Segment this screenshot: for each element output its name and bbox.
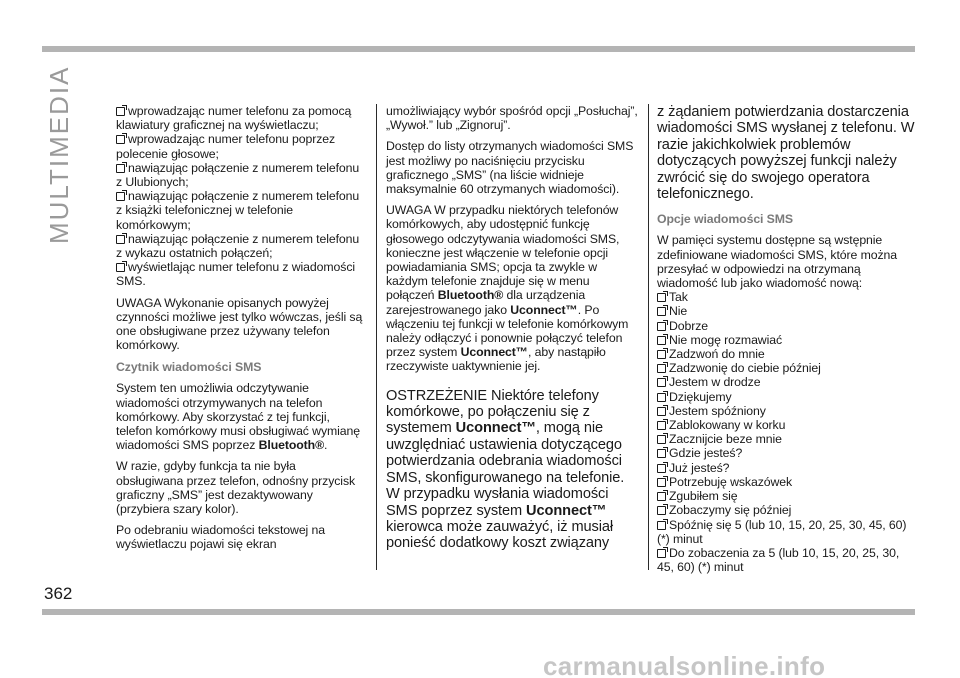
checkbox-bullet-icon (116, 235, 125, 244)
list-item-text: nawiązując połączenie z numerem telefonu z wykazu ostatnich połączeń; (116, 231, 360, 261)
checkbox-bullet-icon (657, 364, 666, 373)
column-2 (386, 104, 638, 559)
checkbox-bullet-icon (657, 521, 666, 530)
header-stripe (42, 46, 915, 52)
text-run: System ten umożliwia odczytywanie wiadomości otrzymywanych na telefon komórkowy. Aby skorzystać z tej funkcji, telefon komórkowy musi obsługiwać wymianę wiadomości SMS poprzez (116, 381, 360, 453)
uconnect-brand: Uconnect™ (455, 420, 536, 437)
uconnect-brand: Uconnect™ (526, 502, 607, 519)
list-item-text: Zadzwonię do ciebie później (669, 361, 821, 376)
checkbox-bullet-icon (657, 478, 666, 487)
list-item (657, 518, 915, 546)
list-item-text: Dziękujemy (669, 389, 732, 404)
list-item (657, 546, 915, 574)
bluetooth-brand: Bluetooth® (437, 288, 504, 303)
list-item-text: Zobaczymy się później (669, 503, 792, 518)
column-divider (648, 104, 649, 570)
list-item (116, 232, 366, 260)
checkbox-bullet-icon (116, 263, 125, 272)
checkbox-bullet-icon (116, 135, 125, 144)
list-item-text: Nie (669, 304, 688, 319)
list-item (657, 404, 915, 418)
checkbox-bullet-icon (116, 192, 125, 201)
top-margin (0, 0, 960, 46)
options-paragraph: umożliwiający wybór spośród opcji „Posłuchaj”, „Wywoł.” lub „Zignoruj”. (386, 104, 638, 133)
footer-stripe (42, 609, 915, 615)
unsupported-paragraph: W razie, gdyby funkcja ta nie była obsługiwana przez telefon, odnośny przycisk graficzny „SMS” jest dezaktywowany (przybiera szary kolor). (116, 459, 356, 517)
column-1 (116, 104, 366, 559)
checkbox-bullet-icon (657, 393, 666, 402)
list-item (116, 189, 366, 232)
text-run: . (324, 438, 328, 453)
list-item-text: Zacznijcie beze mnie (669, 432, 782, 447)
list-item (116, 161, 366, 189)
warning-continuation: z żądaniem potwierdzania dostarczenia wiadomości SMS wysłanej z telefonu. W razie jakichkolwiek problemów dotyczących powyższej funkcji należy zwrócić się do swojego operatora telefonicznego. (657, 104, 915, 203)
column-divider (376, 104, 377, 570)
list-item-text: Zgubiłem się (669, 489, 738, 504)
list-item (116, 260, 366, 288)
checkbox-bullet-icon (657, 449, 666, 458)
list-item-text: Tak (669, 290, 688, 305)
list-item-text: wyświetlając numer telefonu z wiadomości SMS. (116, 260, 356, 289)
list-item (657, 361, 915, 375)
list-item-text: Jestem spóźniony (669, 403, 766, 418)
list-item-text: Dobrze (669, 318, 709, 333)
text-run: , aby nastąpiło rzeczywiste uaktywnienie jej. (386, 345, 606, 374)
watermark: carmanualsonline.info (543, 651, 826, 678)
list-item-text: Potrzebuję wskazówek (669, 474, 793, 489)
bluetooth-brand: Bluetooth® (258, 438, 325, 453)
text-run: , mogą nie uwzględniać ustawienia dotyczącego potwierdzania odebrania wiadomości SMS, skonfigurowanego na telefonie. W przypadku wysłania wiadomości SMS poprzez system (386, 420, 625, 519)
section-heading-sms-reader: Czytnik wiadomości SMS (116, 360, 262, 375)
list-item-text: wprowadzając numer telefonu za pomocą klawiatury graficznej na wyświetlaczu; (116, 104, 352, 133)
warning-paragraph (386, 388, 638, 552)
list-item (657, 446, 915, 460)
list-item-text: Zablokowany w korku (669, 418, 786, 433)
list-item (657, 304, 915, 318)
text-run: OSTRZEŻENIE Niektóre telefony komórkowe, po połączeniu się z systemem (386, 387, 599, 437)
list-item (657, 333, 915, 347)
list-item-text: Zadzwoń do mnie (669, 347, 765, 362)
uconnect-brand: Uconnect™ (460, 345, 528, 360)
text-run: UWAGA W przypadku niektórych telefonów komórkowych, aby udostępnić funkcję głosowego odczytywania wiadomości SMS, konieczne jest włączenie w telefonie opcji powiadamiania SMS; opcja ta zwykle w każdym telefonie znajduje się w menu połączeń (386, 203, 620, 303)
sms-options-list (657, 290, 915, 574)
checkbox-bullet-icon (657, 293, 666, 302)
list-item-text: Spóźnię się 5 (lub 10, 15, 20, 25, 30, 45, 60) (*) minut (657, 517, 907, 546)
list-item (657, 503, 915, 517)
list-item (657, 347, 915, 361)
checkbox-bullet-icon (657, 336, 666, 345)
text-run: . Po włączeniu tej funkcji w telefonie komórkowym należy odłączyć i ponownie połączyć telefon przez system (386, 302, 629, 360)
list-item-text: Już jesteś? (669, 460, 730, 475)
note-paragraph: UWAGA Wykonanie opisanych powyżej czynności możliwe jest tylko wówczas, jeśli są one obsługiwane przez używany telefon komórkowy. (116, 295, 363, 353)
note-paragraph (386, 203, 638, 373)
list-item (657, 418, 915, 432)
checkbox-bullet-icon (657, 378, 666, 387)
checkbox-bullet-icon (657, 549, 666, 558)
checkbox-bullet-icon (657, 350, 666, 359)
checkbox-bullet-icon (657, 322, 666, 331)
checkbox-bullet-icon (657, 492, 666, 501)
list-item (657, 432, 915, 446)
checkbox-bullet-icon (657, 421, 666, 430)
list-item-text: Gdzie jesteś? (669, 446, 743, 461)
list-item-text: nawiązując połączenie z numerem telefonu z książki telefonicznej w telefonie komórkowym; (116, 189, 360, 232)
list-item-text: Do zobaczenia za 5 (lub 10, 15, 20, 25, 30, 45, 60) (*) minut (657, 545, 900, 575)
checkbox-bullet-icon (657, 506, 666, 515)
list-item (657, 319, 915, 333)
list-item (657, 461, 915, 475)
checkbox-bullet-icon (657, 464, 666, 473)
checkbox-bullet-icon (657, 307, 666, 316)
list-item (116, 132, 366, 160)
checkbox-bullet-icon (116, 107, 125, 116)
list-item-text: nawiązując połączenie z numerem telefonu z Ulubionych; (116, 160, 360, 190)
checkbox-bullet-icon (657, 435, 666, 444)
options-intro: W pamięci systemu dostępne są wstępnie zdefiniowane wiadomości SMS, które można przesyłać w odpowiedzi na otrzymaną wiadomość lub jako wiadomość nową: (657, 233, 897, 291)
list-item (116, 104, 366, 132)
list-item (657, 375, 915, 389)
column-3 (657, 104, 915, 581)
text-run: kierowca może zauważyć, iż musiał ponieść dodatkowy koszt związany (386, 518, 614, 552)
checkbox-bullet-icon (116, 164, 125, 173)
list-item (657, 475, 915, 489)
list-item-text: Jestem w drodze (669, 375, 761, 390)
section-heading-sms-options: Opcje wiadomości SMS (657, 212, 794, 227)
list-item (657, 390, 915, 404)
call-methods-list (116, 104, 366, 289)
text-run: dla urządzenia zarejestrowanego jako (386, 288, 586, 317)
list-access-paragraph: Dostęp do listy otrzymanych wiadomości SMS jest możliwy po naciśnięciu przycisku graficznego „SMS” (na liście widnieje maksymalnie 60 otrzymanych wiadomości). (386, 139, 634, 197)
page-number: 362 (44, 584, 73, 603)
section-label: MULTIMEDIA (44, 65, 74, 244)
list-item (657, 489, 915, 503)
list-item-text: wprowadzając numer telefonu poprzez polecenie głosowe; (116, 132, 336, 161)
list-item (657, 290, 915, 304)
on-receive-paragraph: Po odebraniu wiadomości tekstowej na wyświetlaczu pojawi się ekran (116, 523, 325, 552)
list-item-text: Nie mogę rozmawiać (669, 332, 783, 347)
checkbox-bullet-icon (657, 407, 666, 416)
sms-reader-paragraph (116, 381, 366, 452)
uconnect-brand: Uconnect™ (510, 302, 578, 317)
